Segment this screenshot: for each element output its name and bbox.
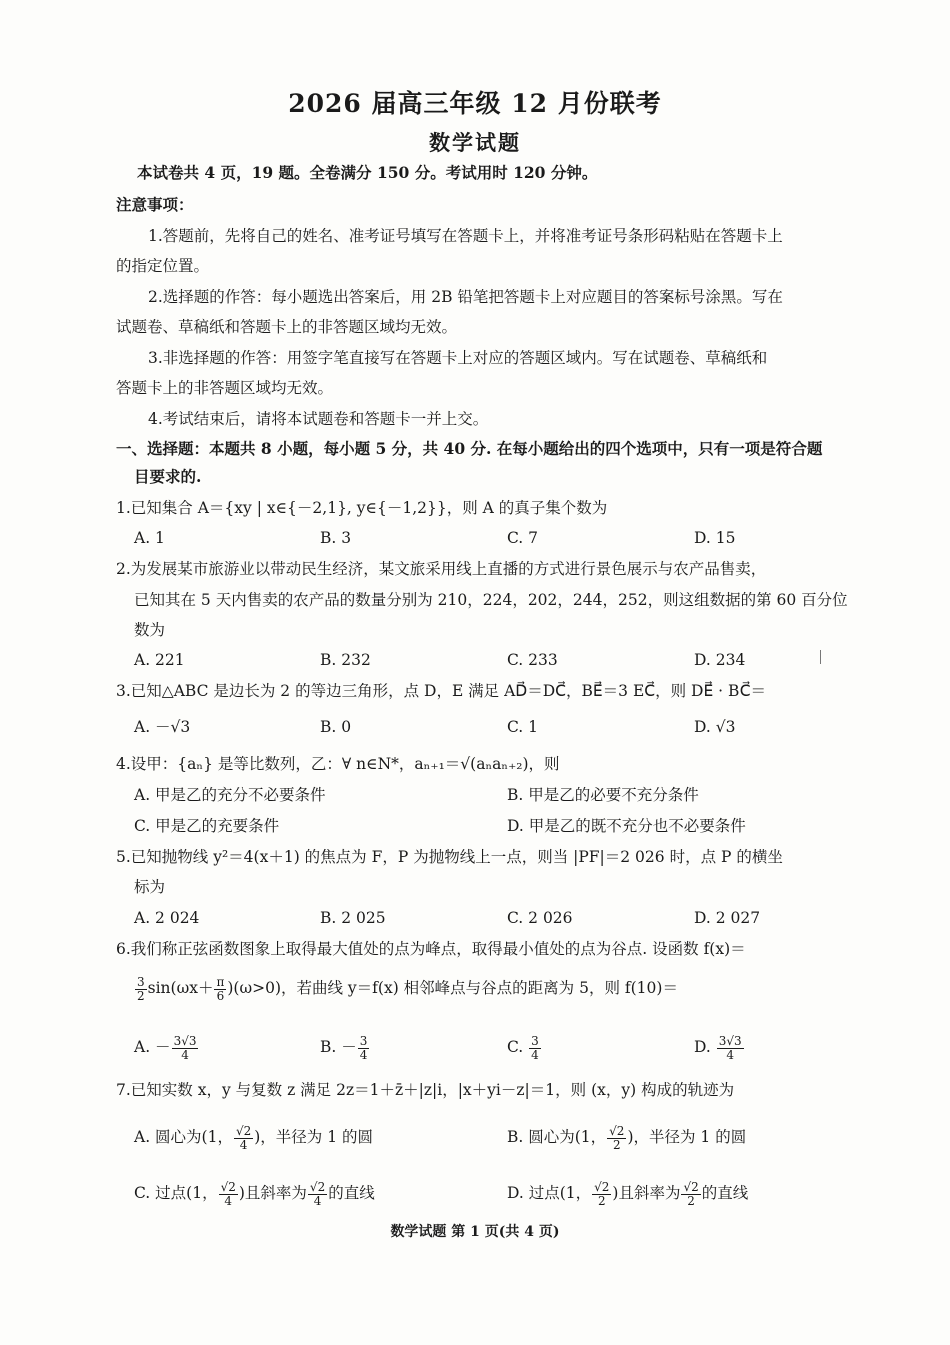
q2-option-c: C. 233: [507, 651, 558, 669]
q5-option-a: A. 2 024: [134, 909, 200, 927]
q7-option-a: A. 圆心为(1， $\frac{√2}{4}$ )，半径为 1 的圆: [134, 1123, 374, 1152]
q6-stem-line2: $\frac{3}{2}$ sin(ωx＋ $\frac{\pi}{6}$ )(ω>0)，若曲线 y＝f(x) 相邻峰点与谷点的距离为 5，则 f(10)＝: [137, 974, 678, 1003]
note-3b: 答题卡上的非答题区域均无效。: [116, 379, 334, 397]
q3-option-d: D. √3: [694, 718, 736, 736]
q3-option-a: A. －√3: [134, 718, 191, 736]
q5-option-b: B. 2 025: [320, 909, 386, 927]
q7-stem: 7.已知实数 x，y 与复数 z 满足 2z＝1＋z̄＋|z|i，|x＋yi－z|＝1，则 (x，y) 构成的轨迹为: [116, 1081, 735, 1099]
q4-option-c: C. 甲是乙的充要条件: [134, 817, 280, 835]
section-heading-line1: 一、选择题：本题共 8 小题，每小题 5 分，共 40 分. 在每小题给出的四个选项中，只有一项是符合题: [116, 439, 823, 458]
q6-option-a: A. － $\frac{3√3}{4}$: [134, 1033, 197, 1062]
q3-stem: 3.已知△ABC 是边长为 2 的等边三角形，点 D，E 满足 AD⃗＝DC⃗，BE⃗＝3 EC⃗，则 DE⃗ · BC⃗＝: [116, 682, 767, 700]
q5-stem-line1: 5.已知抛物线 y²＝4(x＋1) 的焦点为 F，P 为抛物线上一点，则当 |PF|＝2 026 时，点 P 的横坐: [116, 848, 783, 866]
q2-stem-line2: 已知其在 5 天内售卖的农产品的数量分别为 210，224，202，244，252，则这组数据的第 60 百分位: [134, 591, 848, 609]
note-1a: 1.答题前，先将自己的姓名、准考证号填写在答题卡上，并将准考证号条形码粘贴在答题卡上: [148, 227, 783, 245]
q5-stem-line2: 标为: [134, 878, 166, 896]
q2-option-a: A. 221: [134, 651, 185, 669]
q4-option-a: A. 甲是乙的充分不必要条件: [134, 786, 326, 804]
note-2b: 试题卷、草稿纸和答题卡上的非答题区域均无效。: [116, 318, 458, 336]
q2-stem-line3: 数为: [134, 621, 166, 639]
q6-option-d: D. $\frac{3√3}{4}$: [694, 1033, 742, 1062]
q3-option-c: C. 1: [507, 718, 539, 736]
q1-option-c: C. 7: [507, 529, 539, 547]
q2-option-b: B. 232: [320, 651, 371, 669]
note-3a: 3.非选择题的作答：用签字笔直接写在答题卡上对应的答题区域内。写在试题卷、草稿纸和: [148, 349, 768, 367]
subject-title: 数学试题: [429, 130, 521, 155]
note-4: 4.考试结束后，请将本试题卷和答题卡一并上交。: [148, 410, 489, 428]
q2-stem-line1: 2.为发展某市旅游业以带动民生经济，某文旅采用线上直播的方式进行景色展示与农产品售卖，: [116, 560, 767, 578]
section-heading-line2: 目要求的.: [134, 467, 202, 486]
q7-option-d: D. 过点(1， $\frac{√2}{2}$ )且斜率为 $\frac{√2}{2}$ 的直线: [507, 1179, 749, 1208]
q5-option-d: D. 2 027: [694, 909, 761, 927]
q6-option-b: B. － $\frac{3}{4}$: [320, 1033, 368, 1062]
q7-option-b: B. 圆心为(1， $\frac{√2}{2}$ )，半径为 1 的圆: [507, 1123, 747, 1152]
q1-option-b: B. 3: [320, 529, 352, 547]
page-footer: 数学试题 第 1 页(共 4 页): [390, 1224, 560, 1240]
notes-heading: 注意事项：: [116, 195, 194, 214]
q6-option-c: C. $\frac{3}{4}$: [507, 1033, 539, 1062]
q1-option-a: A. 1: [134, 529, 165, 547]
scan-mark: [820, 650, 821, 664]
note-1b: 的指定位置。: [116, 257, 210, 275]
q5-option-c: C. 2 026: [507, 909, 573, 927]
q1-stem: 1.已知集合 A＝{xy | x∈{－2,1}, y∈{－1,2}}，则 A 的真子集个数为: [116, 499, 608, 517]
exam-title: 2026 届高三年级 12 月份联考: [288, 89, 662, 118]
q7-option-c: C. 过点(1， $\frac{√2}{4}$ )且斜率为 $\frac{√2}{4}$ 的直线: [134, 1179, 375, 1208]
q6-fraction-pi-6: $\frac{\pi}{6}$: [216, 974, 225, 1003]
q4-stem: 4.设甲：{aₙ} 是等比数列，乙：∀ n∈N*，aₙ₊₁＝√(aₙaₙ₊₂)，则: [116, 755, 560, 773]
q3-option-b: B. 0: [320, 718, 352, 736]
q6-stem-line1: 6.我们称正弦函数图象上取得最大值处的点为峰点，取得最小值处的点为谷点. 设函数 f(x)＝: [116, 940, 746, 958]
exam-info: 本试卷共 4 页，19 题。全卷满分 150 分。考试用时 120 分钟。: [137, 163, 598, 182]
q4-option-b: B. 甲是乙的必要不充分条件: [507, 786, 699, 804]
q1-option-d: D. 15: [694, 529, 736, 547]
q2-option-d: D. 234: [694, 651, 746, 669]
q4-option-d: D. 甲是乙的既不充分也不必要条件: [507, 817, 746, 835]
q6-fraction-3-2: $\frac{3}{2}$: [137, 974, 145, 1003]
note-2a: 2.选择题的作答：每小题选出答案后，用 2B 铅笔把答题卡上对应题目的答案标号涂黑。写在: [148, 288, 783, 306]
